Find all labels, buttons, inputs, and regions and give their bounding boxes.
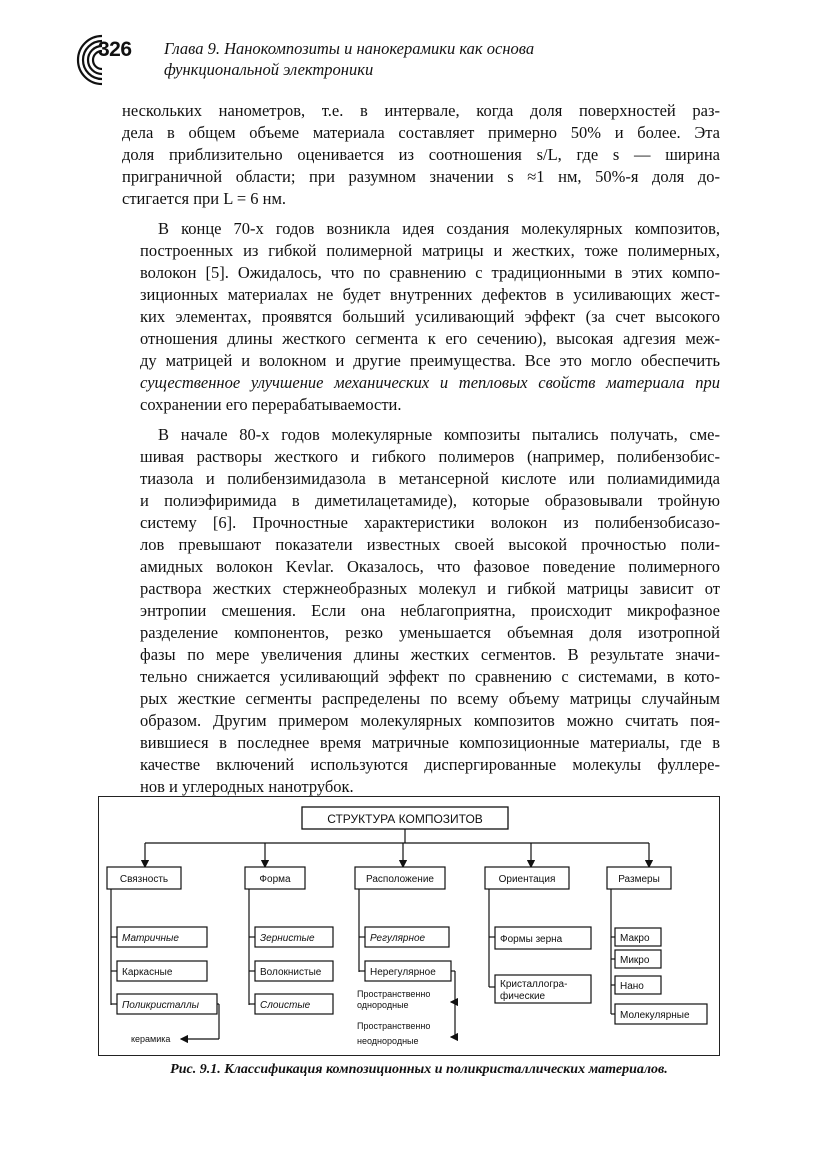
child-label: Зернистые: [260, 933, 315, 944]
text-line: нескольких нанометров, т.е. в интервале, когда доля поверхностей раз-: [122, 101, 720, 120]
category-label: Расположение: [366, 874, 434, 885]
text-line: нов и углеродных нанотрубок.: [140, 777, 354, 796]
paragraph-3: [122, 424, 720, 798]
text-line: В конце 70-х годов возникла идея создания молекулярных композитов,: [158, 219, 720, 238]
text-line: и полиэфиримида в диметилацетамиде), которые образовывали тройную: [140, 491, 720, 510]
paragraph-1: [122, 100, 720, 210]
text-line: качестве включений используются диспергированные молекулы фуллере-: [140, 755, 720, 774]
child-label: Каркасные: [122, 967, 173, 978]
child-label: Нано: [620, 981, 644, 992]
text-line: систему [6]. Прочностные характеристики волокон из полибензобисазо-: [140, 513, 720, 532]
text-line: зиционных материалах не будет внутренних дефектов в усиливающих жест-: [140, 285, 720, 304]
child-label: Формы зерна: [500, 934, 563, 945]
text-line: доля приблизительно оценивается из соотношения s/L, где s — ширина: [122, 145, 720, 164]
child-label: Поликристаллы: [122, 1000, 199, 1011]
child-label: Матричные: [122, 933, 179, 944]
text-line: существенное улучшение механических и тепловых свойств материала при: [140, 373, 720, 392]
category-label: Ориентация: [498, 874, 556, 885]
category-label: Размеры: [618, 874, 660, 885]
text-line: лов превышают показатели известных своей высокой прочностью поли-: [140, 535, 720, 554]
child-label: Регулярное: [370, 933, 426, 944]
text-line: фазы по мере увеличения длины жестких сегментов. В результате значи-: [140, 645, 720, 664]
spatial-homogeneous-note-2: однородные: [357, 1000, 409, 1010]
text-line: амидных волокон Kevlar. Оказалось, что фазовое поведение полимерного: [140, 557, 720, 576]
text-line: шивая растворы жесткого и гибкого полимеров (например, полибензобис-: [140, 447, 720, 466]
text-line: отношения длины жесткого сегмента к его сечению), высокая адгезия меж-: [140, 329, 720, 348]
child-label: Микро: [620, 955, 650, 966]
paragraph-2: [122, 218, 720, 416]
classification-diagram: [98, 796, 720, 1056]
running-title-line-1: Глава 9. Нанокомпозиты и нанокерамики как основа: [164, 39, 535, 58]
text-line: сохранении его перерабатываемости.: [140, 395, 402, 414]
text-line: построенных из гибкой полимерной матрицы и жестких, тоже полимерных,: [140, 241, 720, 260]
child-label: Макро: [620, 933, 650, 944]
child-label: Нерегулярное: [370, 967, 436, 978]
text-line: приграничной области; при разумном значении s ≈1 нм, 50%-я доля до-: [122, 167, 720, 186]
spatial-homogeneous-note-1: Пространственно: [357, 989, 431, 999]
text-line: ду матрицей и волокном и другие преимущества. Все это могло обеспечить: [140, 351, 720, 370]
page-number: 326: [98, 38, 132, 61]
child-label: фические: [500, 991, 546, 1002]
child-label: Слоистые: [260, 1000, 311, 1011]
text-line: рых жесткие сегменты распределены по всему объему матрицы случайным: [140, 689, 720, 708]
running-header: [72, 30, 772, 90]
text-line: тельно снижается усиливающий эффект по сравнению с системами, в кото-: [140, 667, 720, 686]
text-line: энтропии смешения. Если она неблагоприятна, происходит микрофазное: [140, 601, 720, 620]
figure-caption: Рис. 9.1. Классификация композиционных и поликристаллических материалов.: [170, 1062, 668, 1077]
running-title: [164, 38, 534, 80]
category-label: Форма: [259, 874, 291, 885]
category-label: Связность: [119, 874, 169, 885]
text-line: разделение компонентов, резко уменьшается объемная доля изотропной: [140, 623, 720, 642]
child-label: Молекулярные: [620, 1010, 690, 1021]
ceramics-note: керамика: [131, 1034, 171, 1044]
text-line: образом. Другим примером молекулярных композитов можно считать поя-: [140, 711, 720, 730]
text-line: ких элементах, проявятся больший усиливающий эффект (за счет высокого: [140, 307, 720, 326]
text-line: вившиеся в последнее время матричные композиционные материалы, где в: [140, 733, 720, 752]
text-line: дела в общем объеме материала составляет примерно 50% и более. Эта: [122, 123, 720, 142]
body-text: [122, 100, 720, 798]
text-line: волокон [5]. Ожидалось, что по сравнению с традиционными в этих компо-: [140, 263, 720, 282]
spatial-heterogeneous-note-2: неоднородные: [357, 1036, 419, 1046]
text-line: В начале 80-х годов молекулярные композиты пытались получать, сме-: [158, 425, 720, 444]
root-label: СТРУКТУРА КОМПОЗИТОВ: [327, 812, 483, 826]
text-line: тиазола и полибензимидазола в метансерной кислоте или полиамидимида: [140, 469, 720, 488]
running-title-line-2: функциональной электроники: [164, 60, 374, 79]
spatial-heterogeneous-note-1: Пространственно: [357, 1021, 431, 1031]
child-label: Волокнистые: [260, 967, 322, 978]
child-label: Кристаллогра-: [500, 979, 568, 990]
text-line: стигается при L = 6 нм.: [122, 189, 287, 208]
text-line: раствора жестких стержнеобразных молекул и гибкой матрицы зависит от: [140, 579, 720, 598]
